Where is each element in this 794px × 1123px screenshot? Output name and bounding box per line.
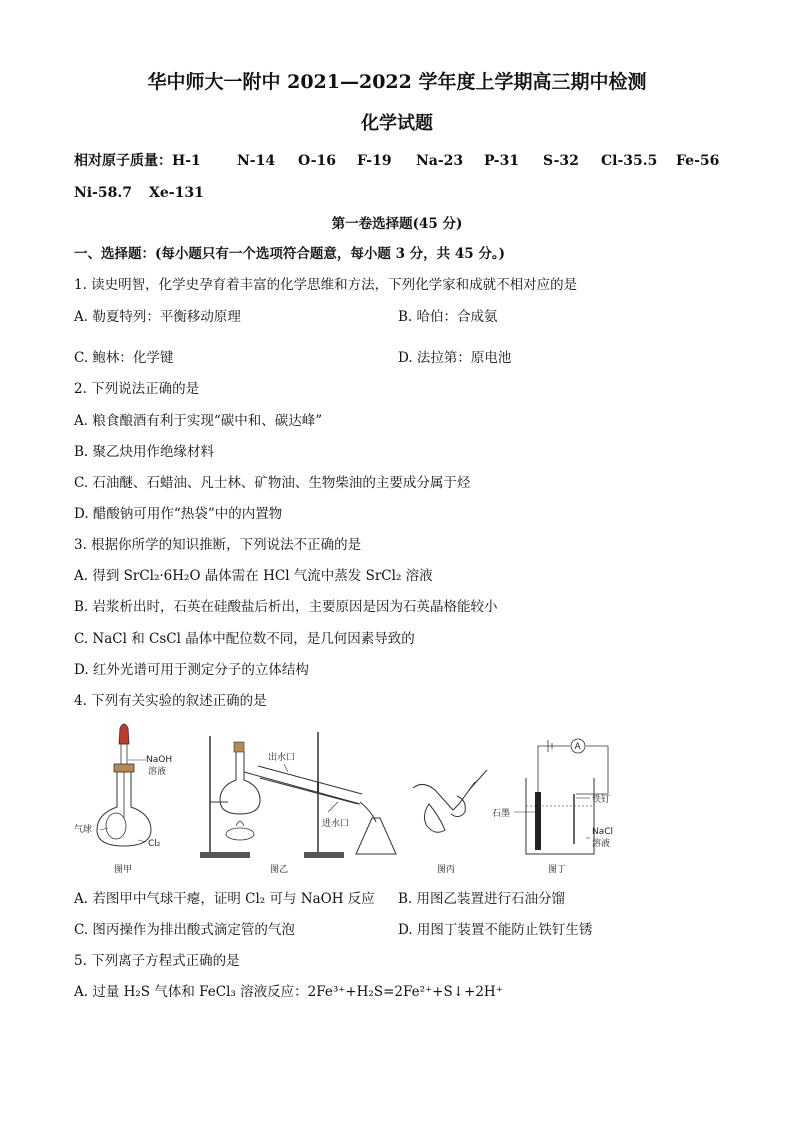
atomic-mass-label: 相对原子质量：H-1	[74, 153, 201, 169]
question-2-option-a: A. 粮食酿酒有利于实现“碳中和、碳达峰”	[74, 413, 323, 429]
question-3-option-d: D. 红外光谱可用于测定分子的立体结构	[74, 662, 309, 678]
figure-jia-caption: 图甲	[114, 865, 133, 875]
label-balloon: 气球	[74, 825, 93, 835]
question-5-option-a: A. 过量 H₂S 气体和 FeCl₃ 溶液反应：2Fe³⁺+H₂S=2Fe²⁺+S↓+2H⁺	[74, 984, 503, 1000]
question-2-option-c: C. 石油醚、石蜡油、凡士林、矿物油、生物柴油的主要成分属于烃	[74, 475, 471, 491]
question-1-option-a: A. 勒夏特列：平衡移动原理	[74, 309, 241, 325]
figure-yi-caption: 图乙	[270, 865, 289, 875]
question-2-stem: 2. 下列说法正确的是	[74, 381, 200, 397]
atomic-mass-item: O-16	[298, 153, 337, 169]
question-2-option-b: B. 聚乙炔用作绝缘材料	[74, 444, 215, 460]
question-3-option-c: C. NaCl 和 CsCl 晶体中配位数不同，是几何因素导致的	[74, 631, 415, 647]
atomic-mass-item: F-19	[357, 153, 392, 169]
atomic-mass-item: Fe-56	[676, 153, 720, 169]
label-iron-nail: 铁钉	[592, 795, 611, 805]
question-1-stem: 1. 读史明智，化学史孕育着丰富的化学思维和方法，下列化学家和成就不相对应的是	[74, 277, 578, 293]
figure-ding-caption: 图丁	[548, 865, 567, 875]
question-4-option-a: A. 若图甲中气球干瘪，证明 Cl₂ 可与 NaOH 反应	[74, 891, 375, 907]
label-cl2: Cl₂	[148, 839, 161, 849]
figure-yi	[200, 722, 400, 877]
label-naoh: NaOH	[146, 755, 173, 765]
atomic-mass-item: Ni-58.7	[74, 185, 133, 201]
label-nacl: NaCl	[592, 827, 614, 837]
question-3-option-a: A. 得到 SrCl₂·6H₂O 晶体需在 HCl 气流中蒸发 SrCl₂ 溶液	[74, 568, 433, 584]
label-water-inlet: 进水口	[322, 819, 350, 829]
atomic-mass-item: Na-23	[416, 153, 464, 169]
figure-ding	[490, 736, 620, 877]
label-solution: 溶液	[148, 767, 167, 777]
figure-jia	[72, 722, 182, 877]
question-2-option-d: D. 醋酸钠可用作“热袋”中的内置物	[74, 506, 283, 522]
atomic-mass-item: Xe-131	[149, 185, 204, 201]
question-3-stem: 3. 根据你所学的知识推断，下列说法不正确的是	[74, 537, 362, 553]
exam-subject: 化学试题	[361, 113, 433, 134]
figure-bing-caption: 图丙	[437, 865, 456, 875]
part-instructions: 一、选择题：(每小题只有一个选项符合题意，每小题 3 分，共 45 分。)	[74, 246, 506, 262]
atomic-mass-item: Cl-35.5	[601, 153, 658, 169]
label-water-outlet: 出水口	[268, 753, 296, 763]
question-4-option-c: C. 图丙操作为排出酸式滴定管的气泡	[74, 922, 295, 938]
ammeter-label: A	[574, 742, 581, 752]
question-1-option-c: C. 鲍林：化学键	[74, 350, 174, 366]
question-1-option-b: B. 哈伯：合成氨	[398, 309, 498, 325]
question-3-option-b: B. 岩浆析出时，石英在硅酸盐后析出，主要原因是因为石英晶格能较小	[74, 599, 498, 615]
label-solution-ding: 溶液	[592, 839, 611, 849]
atomic-mass-item: N-14	[237, 153, 276, 169]
question-4-option-b: B. 用图乙装置进行石油分馏	[398, 891, 566, 907]
question-5-stem: 5. 下列离子方程式正确的是	[74, 953, 240, 969]
question-4-option-d: D. 用图丁装置不能防止铁钉生锈	[398, 922, 593, 938]
section-title: 第一卷选择题(45 分)	[331, 216, 463, 232]
atomic-mass-item: S-32	[543, 153, 579, 169]
question-1-option-d: D. 法拉第：原电池	[398, 350, 512, 366]
figure-bing	[405, 760, 495, 877]
question-4-stem: 4. 下列有关实验的叙述正确的是	[74, 693, 267, 709]
label-graphite: 石墨	[492, 809, 511, 819]
atomic-mass-item: P-31	[484, 153, 520, 169]
exam-title: 华中师大一附中 2021—2022 学年度上学期高三期中检测	[147, 71, 647, 93]
